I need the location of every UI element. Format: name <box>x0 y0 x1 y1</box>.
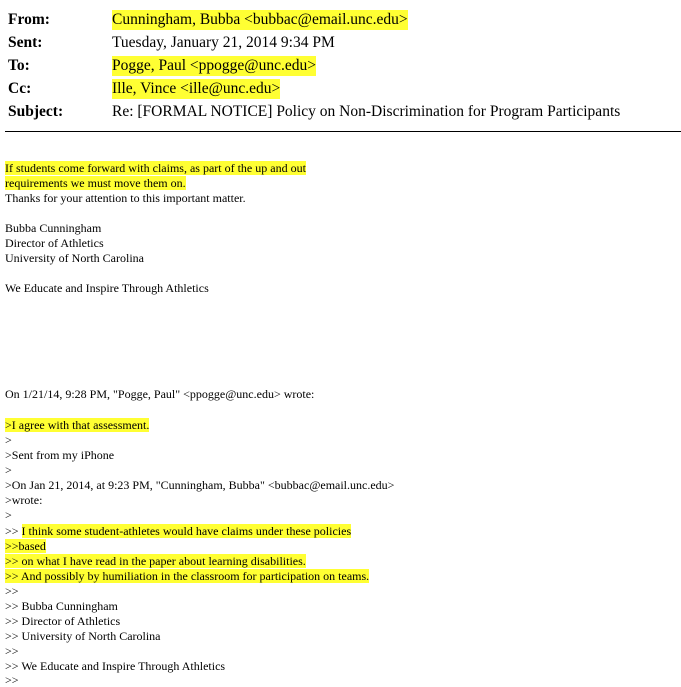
signature-org: University of North Carolina <box>5 251 144 265</box>
quote-line: > <box>5 508 12 522</box>
body-line: Thanks for your attention to this important matter. <box>5 191 246 205</box>
quote-line: > <box>5 433 12 447</box>
to-label: To: <box>8 57 30 74</box>
body-line <box>5 161 306 175</box>
quote-intro: On 1/21/14, 9:28 PM, "Pogge, Paul" <ppogge@unc.edu> wrote: <box>5 387 315 401</box>
quote-line: >> Bubba Cunningham <box>5 599 118 613</box>
highlighted-text: >I agree with that assessment. <box>5 418 150 432</box>
from-value: Cunningham, Bubba <bubbac@email.unc.edu> <box>112 11 408 28</box>
from-label: From: <box>8 11 50 28</box>
cc-value: Ille, Vince <ille@unc.edu> <box>112 80 281 97</box>
quote-line <box>5 524 351 538</box>
sent-label: Sent: <box>8 34 43 51</box>
signature-name: Bubba Cunningham <box>5 221 102 235</box>
signature-title: Director of Athletics <box>5 236 104 250</box>
quote-line: >On Jan 21, 2014, at 9:23 PM, "Cunningham, Bubba" <bubbac@email.unc.edu> <box>5 478 395 492</box>
quote-prefix: >> <box>5 524 22 538</box>
quote-line: > <box>5 463 12 477</box>
highlighted-text: If students come forward with claims, as part of the up and out <box>5 161 306 175</box>
header-divider <box>5 131 681 132</box>
quote-line: >wrote: <box>5 493 43 507</box>
quote-line: >> Director of Athletics <box>5 614 121 628</box>
quote-line <box>5 418 149 432</box>
quote-line: >> <box>5 644 19 658</box>
quote-line: >Sent from my iPhone <box>5 448 115 462</box>
body-line <box>5 176 186 190</box>
sent-value: Tuesday, January 21, 2014 9:34 PM <box>112 34 335 51</box>
quote-line <box>5 539 46 553</box>
highlighted-text: requirements we must move them on. <box>5 176 186 190</box>
quote-line: >> University of North Carolina <box>5 629 161 643</box>
subject-label: Subject: <box>8 103 64 120</box>
highlighted-text: I think some student-athletes would have claims under these policies <box>21 524 352 538</box>
quote-line: >> <box>5 584 19 598</box>
signature-motto: We Educate and Inspire Through Athletics <box>5 281 209 295</box>
quote-line <box>5 554 306 568</box>
quote-line: >> We Educate and Inspire Through Athletics <box>5 659 226 673</box>
quote-line: >> <box>5 673 19 687</box>
highlighted-text: >> And possibly by humiliation in the classroom for participation on teams. <box>5 569 370 583</box>
subject-value: Re: [FORMAL NOTICE] Policy on Non-Discrimination for Program Participants <box>112 103 621 120</box>
to-value: Pogge, Paul <ppogge@unc.edu> <box>112 57 316 74</box>
cc-label: Cc: <box>8 80 32 97</box>
quote-line <box>5 569 369 583</box>
highlighted-text: >> on what I have read in the paper about learning disabilities. <box>5 554 306 568</box>
highlighted-text: >>based <box>5 539 46 553</box>
